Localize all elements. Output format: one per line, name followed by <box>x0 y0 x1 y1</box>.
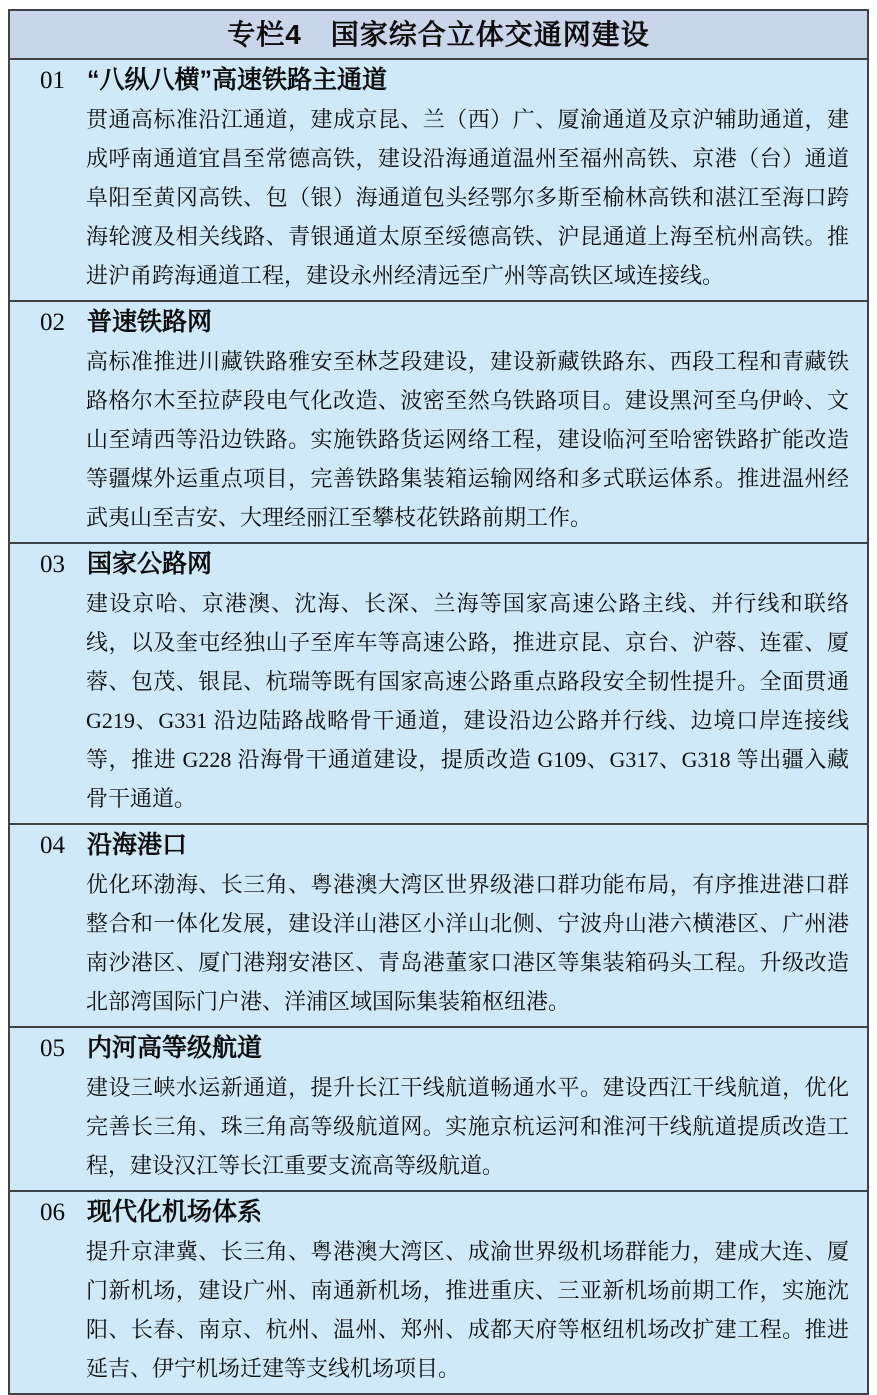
section-body: 提升京津冀、长三角、粤港澳大湾区、成渝世界级机场群能力，建成大连、厦门新机场，建设广州、南通新机场，推进重庆、三亚新机场前期工作，实施沈阳、长春、南京、杭州、温州、郑州、成都天府等枢纽机场改扩建工程。推进延吉、伊宁机场迁建等支线机场项目。 <box>86 1239 849 1381</box>
section-body: 优化环渤海、长三角、粤港澳大湾区世界级港口群功能布局，有序推进港口群整合和一体化发展，建设洋山港区小洋山北侧、宁波舟山港六横港区、广州港南沙港区、厦门港翔安港区、青岛港董家口港区等集装箱码头工程。升级改造北部湾国际门户港、洋浦区域国际集装箱枢纽港。 <box>86 872 849 1014</box>
section-title: 现代化机场体系 <box>87 1198 263 1226</box>
section-title-row <box>10 1194 867 1230</box>
section-title: 沿海港口 <box>87 831 188 859</box>
section-number: 05 <box>40 1035 65 1062</box>
section-02-conventional-rail <box>10 300 867 542</box>
section-body: 贯通高标准沿江通道，建成京昆、兰（西）广、厦渝通道及京沪辅助通道，建成呼南通道宜昌至常德高铁，建设沿海通道温州至福州高铁、京港（台）通道阜阳至黄冈高铁、包（银）海通道包头经鄂尔多斯至榆林高铁和湛江至海口跨海轮渡及相关线路、青银通道太原至绥德高铁、沪昆通道上海至杭州高铁。推进沪甬跨海通道工程，建设永州经清远至广州等高铁区域连接线。 <box>86 107 849 288</box>
section-number: 03 <box>40 551 65 578</box>
section-03-national-highways <box>10 542 867 823</box>
section-title: 普速铁路网 <box>87 308 213 336</box>
section-title-row <box>10 546 867 582</box>
section-number: 04 <box>40 832 65 859</box>
section-04-coastal-ports <box>10 823 867 1026</box>
section-title-row <box>10 1030 867 1066</box>
column-box-4 <box>8 9 869 1395</box>
section-body: 建设京哈、京港澳、沈海、长深、兰海等国家高速公路主线、并行线和联络线，以及奎屯经独山子至库车等高速公路，推进京昆、京台、沪蓉、连霍、厦蓉、包茂、银昆、杭瑞等既有国家高速公路重点路段安全韧性提升。全面贯通 G219、G331 沿边陆路战略骨干通道，建设沿边公路并行线、边境口岸连接线等，推进 G228 沿海骨干通道建设，提质改造 G109、G317、G318 等出疆入藏骨干通道。 <box>86 591 849 811</box>
section-title-row <box>10 827 867 863</box>
section-title: “八纵八横”高速铁路主通道 <box>87 66 388 94</box>
section-01-hsr-main-corridors <box>10 58 867 300</box>
section-number: 02 <box>40 309 65 336</box>
section-title: 国家公路网 <box>87 550 213 578</box>
section-05-inland-waterways <box>10 1026 867 1190</box>
section-number: 01 <box>40 67 65 94</box>
section-title: 内河高等级航道 <box>87 1034 263 1062</box>
section-number: 06 <box>40 1199 65 1226</box>
section-body: 高标准推进川藏铁路雅安至林芝段建设，建设新藏铁路东、西段工程和青藏铁路格尔木至拉萨段电气化改造、波密至然乌铁路项目。建设黑河至乌伊岭、文山至靖西等沿边铁路。实施铁路货运网络工程，建设临河至哈密铁路扩能改造等疆煤外运重点项目，完善铁路集装箱运输网络和多式联运体系。推进温州经武夷山至吉安、大理经丽江至攀枝花铁路前期工作。 <box>86 349 849 530</box>
section-06-airport-system <box>10 1190 867 1393</box>
section-title-row <box>10 304 867 340</box>
section-body: 建设三峡水运新通道，提升长江干线航道畅通水平。建设西江干线航道，优化完善长三角、珠三角高等级航道网。实施京杭运河和淮河干线航道提质改造工程，建设汉江等长江重要支流高等级航道。 <box>86 1075 849 1178</box>
section-title-row <box>10 62 867 98</box>
panel-title: 专栏4 国家综合立体交通网建设 <box>10 11 867 58</box>
